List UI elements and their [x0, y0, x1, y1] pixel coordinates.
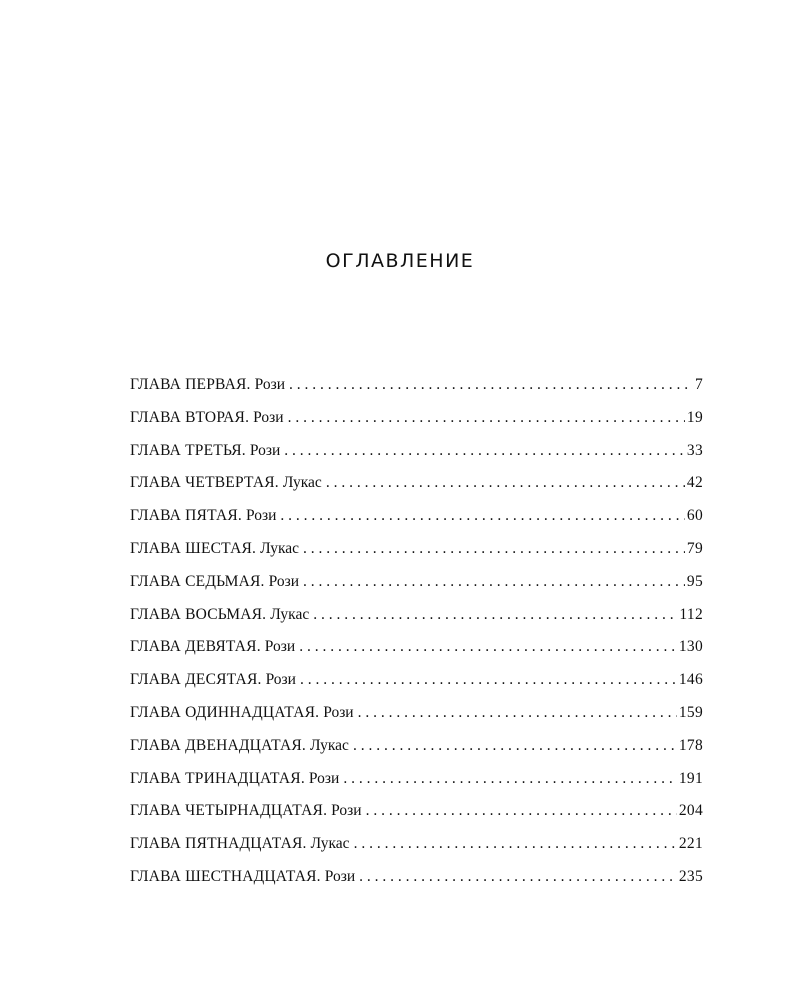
toc-chapter-title: ГЛАВА ВТОРАЯ.	[130, 408, 250, 426]
toc-page-number: 95	[686, 572, 703, 590]
toc-page-number: 146	[678, 671, 703, 689]
toc-page-number: 42	[686, 474, 703, 492]
toc-narrator: Рози	[265, 671, 296, 689]
toc-page-number: 221	[678, 835, 703, 853]
toc-entry[interactable]	[130, 737, 703, 770]
toc-chapter-title: ГЛАВА ЧЕТЫРНАДЦАТАЯ.	[130, 802, 328, 820]
toc-narrator: Лукас	[282, 474, 322, 492]
toc-chapter-title: ГЛАВА ПЯТНАДЦАТАЯ.	[130, 835, 307, 853]
toc-dot-leader	[300, 671, 677, 689]
toc-entry[interactable]	[130, 638, 703, 671]
toc-page-number: 191	[678, 769, 703, 787]
toc-dot-leader	[289, 376, 693, 394]
toc-dot-leader	[299, 638, 677, 656]
toc-narrator: Лукас	[310, 835, 350, 853]
table-of-contents	[130, 376, 703, 901]
toc-dot-leader	[288, 409, 685, 427]
toc-chapter-title: ГЛАВА ТРЕТЬЯ.	[130, 441, 246, 459]
toc-page-number: 7	[694, 376, 703, 393]
toc-entry[interactable]	[130, 507, 703, 540]
toc-page-number: 19	[686, 408, 703, 426]
toc-dot-leader	[326, 474, 685, 492]
toc-narrator: Рози	[264, 638, 296, 656]
toc-page-number: 178	[678, 736, 703, 754]
toc-dot-leader	[280, 507, 685, 525]
toc-page-number: 60	[686, 507, 703, 525]
toc-narrator: Рози	[268, 572, 299, 590]
toc-entry[interactable]	[130, 868, 703, 901]
toc-chapter-title: ГЛАВА ПЯТАЯ.	[130, 507, 242, 525]
toc-chapter-title: ГЛАВА ШЕСТАЯ.	[130, 539, 257, 557]
toc-chapter-title: ГЛАВА ВОСЬМАЯ.	[130, 605, 267, 623]
toc-narrator: Рози	[249, 441, 281, 459]
toc-dot-leader	[366, 802, 677, 820]
toc-chapter-title: ГЛАВА ДЕВЯТАЯ.	[130, 638, 261, 656]
toc-narrator: Рози	[254, 376, 285, 393]
toc-chapter-title: ГЛАВА ТРИНАДЦАТАЯ.	[130, 769, 305, 787]
toc-entry[interactable]	[130, 704, 703, 737]
toc-dot-leader	[359, 868, 677, 886]
toc-entry[interactable]	[130, 770, 703, 803]
toc-page-number: 204	[678, 802, 703, 820]
toc-dot-leader	[303, 573, 685, 591]
toc-entry[interactable]	[130, 573, 703, 606]
toc-narrator: Рози	[331, 802, 362, 820]
toc-entry[interactable]	[130, 376, 703, 409]
toc-narrator: Рози	[253, 408, 284, 426]
toc-narrator: Лукас	[310, 736, 349, 754]
toc-page-number: 112	[679, 605, 703, 623]
toc-entry[interactable]	[130, 540, 703, 573]
toc-page-number: 235	[678, 867, 703, 885]
toc-chapter-title: ГЛАВА ПЕРВАЯ.	[130, 376, 251, 393]
toc-narrator: Лукас	[260, 539, 300, 557]
toc-page-number: 159	[678, 703, 703, 721]
toc-dot-leader	[358, 704, 677, 722]
toc-page-number: 130	[678, 638, 703, 656]
toc-dot-leader	[354, 835, 677, 853]
toc-dot-leader	[284, 442, 685, 460]
toc-dot-leader	[303, 540, 685, 558]
toc-chapter-title: ГЛАВА ДВЕНАДЦАТАЯ.	[130, 736, 306, 754]
toc-page-number: 79	[686, 539, 703, 557]
toc-chapter-title: ГЛАВА ДЕСЯТАЯ.	[130, 671, 262, 689]
toc-dot-leader	[353, 737, 677, 755]
toc-narrator: Лукас	[270, 605, 310, 623]
toc-entry[interactable]	[130, 606, 703, 639]
toc-chapter-title: ГЛАВА СЕДЬМАЯ.	[130, 572, 265, 590]
toc-entry[interactable]	[130, 802, 703, 835]
toc-narrator: Рози	[324, 867, 356, 885]
page-title: ОГЛАВЛЕНИЕ	[325, 250, 475, 272]
toc-chapter-title: ГЛАВА ШЕСТНАДЦАТАЯ.	[130, 867, 321, 885]
toc-page-number: 33	[686, 441, 703, 459]
toc-dot-leader	[313, 606, 677, 624]
toc-narrator: Рози	[323, 703, 354, 721]
toc-entry[interactable]	[130, 835, 703, 868]
toc-chapter-title: ГЛАВА ОДИННАДЦАТАЯ.	[130, 703, 320, 721]
toc-entry[interactable]	[130, 671, 703, 704]
toc-entry[interactable]	[130, 442, 703, 475]
toc-chapter-title: ГЛАВА ЧЕТВЕРТАЯ.	[130, 474, 279, 492]
toc-entry[interactable]	[130, 474, 703, 507]
toc-entry[interactable]	[130, 409, 703, 442]
toc-narrator: Рози	[245, 507, 277, 525]
toc-narrator: Рози	[308, 769, 340, 787]
toc-dot-leader	[343, 770, 677, 788]
